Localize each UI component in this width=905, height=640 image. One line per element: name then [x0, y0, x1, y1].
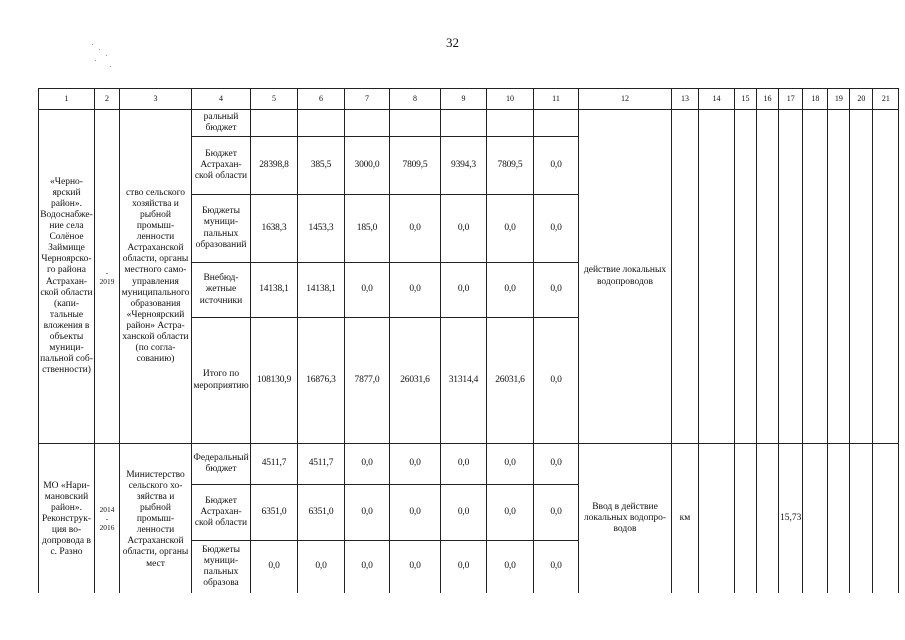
amount-cell: 0,0 [345, 541, 390, 593]
empty-cell [699, 444, 735, 593]
amount-cell: 28398,8 [251, 137, 298, 195]
scan-speck [92, 44, 93, 45]
amount-cell [441, 110, 487, 137]
empty-cell [779, 110, 803, 444]
amount-cell: 0,0 [487, 263, 534, 318]
column-number: 8 [390, 89, 441, 110]
funding-source: Внебюджетные источники [192, 263, 251, 318]
unit-cell: км [672, 444, 699, 593]
amount-cell: 0,0 [441, 444, 487, 485]
amount-cell: 0,0 [534, 195, 579, 263]
empty-cell [850, 444, 873, 593]
amount-cell: 0,0 [487, 485, 534, 541]
amount-cell: 0,0 [534, 485, 579, 541]
column-number: 3 [120, 89, 192, 110]
amount-cell: 185,0 [345, 195, 390, 263]
funding-source: ральный бюджет [192, 110, 251, 137]
funding-source: Бюджет Астраханской области [192, 485, 251, 541]
amount-cell: 14138,1 [251, 263, 298, 318]
project-name-cell: «Черноярский район». Водоснабжение села Солёное Займище Черноярского района Астраханской области (капитальные вложения в объекты муниципальной собственности) [39, 110, 95, 444]
amount-cell: 0,0 [390, 263, 441, 318]
amount-cell: 385,5 [298, 137, 345, 195]
amount-cell: 6351,0 [251, 485, 298, 541]
period-end: 2016 [99, 522, 115, 532]
empty-cell [757, 110, 779, 444]
amount-cell: 0,0 [390, 485, 441, 541]
funding-source: Федеральный бюджет [192, 444, 251, 485]
amount-cell: 31314,4 [441, 318, 487, 444]
empty-cell [803, 444, 828, 593]
executor-cell: Министерство сельского хозяйства и рыбной промышленности Астраханской области, органы мест [120, 444, 192, 593]
amount-cell: 3000,0 [345, 137, 390, 195]
period-start: 2014 [99, 504, 115, 514]
amount-cell: 4511,7 [298, 444, 345, 485]
amount-cell: 16876,3 [298, 318, 345, 444]
funding-source: Бюджеты муниципальных образований [192, 195, 251, 263]
funding-source: Бюджет Астраханской области [192, 137, 251, 195]
period-end: 2019 [99, 276, 115, 286]
column-number: 13 [672, 89, 699, 110]
column-number-row [39, 89, 899, 110]
empty-cell [735, 110, 757, 444]
amount-cell: 0,0 [390, 541, 441, 593]
period-dash: - [105, 267, 109, 277]
amount-cell: 6351,0 [298, 485, 345, 541]
project-name-cell: МО «Наримановский район». Реконструкция водопровода в с. Разно [39, 444, 95, 593]
empty-cell [828, 444, 850, 593]
empty-cell [735, 444, 757, 593]
amount-cell: 0,0 [345, 485, 390, 541]
period-cell [95, 110, 120, 444]
column-number: 2 [95, 89, 120, 110]
result-indicator-cell: Ввод в действие локальных водопроводов [579, 444, 672, 593]
table-row [39, 110, 899, 137]
amount-cell: 0,0 [534, 137, 579, 195]
column-number: 21 [873, 89, 899, 110]
amount-cell: 7877,0 [345, 318, 390, 444]
amount-cell: 4511,7 [251, 444, 298, 485]
amount-cell: 0,0 [441, 485, 487, 541]
column-number: 11 [534, 89, 579, 110]
column-number: 20 [850, 89, 873, 110]
amount-cell: 0,0 [441, 541, 487, 593]
column-number: 17 [779, 89, 803, 110]
amount-cell: 26031,6 [390, 318, 441, 444]
scan-speck [106, 55, 107, 56]
column-number: 15 [735, 89, 757, 110]
amount-cell: 0,0 [534, 263, 579, 318]
column-number: 18 [803, 89, 828, 110]
empty-cell [803, 110, 828, 444]
empty-cell [873, 444, 899, 593]
empty-cell [672, 110, 699, 444]
column-number: 9 [441, 89, 487, 110]
amount-cell [345, 110, 390, 137]
amount-cell: 0,0 [534, 444, 579, 485]
amount-cell: 14138,1 [298, 263, 345, 318]
scan-speck [95, 60, 96, 61]
amount-cell [534, 110, 579, 137]
amount-cell: 0,0 [534, 318, 579, 444]
amount-cell: 0,0 [345, 444, 390, 485]
amount-cell: 26031,6 [487, 318, 534, 444]
empty-cell [873, 110, 899, 444]
funding-source-total: Итого по мероприятию [192, 318, 251, 444]
column-number: 10 [487, 89, 534, 110]
amount-cell: 0,0 [441, 195, 487, 263]
scan-speck [99, 49, 100, 50]
amount-cell: 9394,3 [441, 137, 487, 195]
period-dash: - [105, 513, 109, 523]
result-indicator-cell: действие локальных водопроводов [579, 110, 672, 444]
column-number: 1 [39, 89, 95, 110]
column-number: 6 [298, 89, 345, 110]
column-number: 12 [579, 89, 672, 110]
amount-cell: 0,0 [298, 541, 345, 593]
amount-cell: 1638,3 [251, 195, 298, 263]
amount-cell: 7809,5 [390, 137, 441, 195]
amount-cell: 0,0 [390, 444, 441, 485]
column-number: 7 [345, 89, 390, 110]
column-number: 19 [828, 89, 850, 110]
amount-cell [487, 110, 534, 137]
table-row [39, 444, 899, 485]
amount-cell: 0,0 [487, 195, 534, 263]
empty-cell [828, 110, 850, 444]
amount-cell: 108130,9 [251, 318, 298, 444]
scan-speck [110, 66, 111, 67]
period-cell [95, 444, 120, 593]
amount-cell: 0,0 [487, 541, 534, 593]
empty-cell [757, 444, 779, 593]
funding-source: Бюджеты муниципальных образова [192, 541, 251, 593]
amount-cell: 0,0 [534, 541, 579, 593]
amount-cell: 0,0 [345, 263, 390, 318]
amount-cell: 0,0 [251, 541, 298, 593]
column-number: 14 [699, 89, 735, 110]
amount-cell: 1453,3 [298, 195, 345, 263]
executor-cell: ство сельского хозяйства и рыбной промышленности Астраханской области, органы местного самоуправления муниципального образования «Черноярский район» Астраханской области (по согласованию) [120, 110, 192, 444]
amount-cell [298, 110, 345, 137]
amount-cell: 0,0 [390, 195, 441, 263]
empty-cell [699, 110, 735, 444]
amount-cell [251, 110, 298, 137]
amount-cell: 0,0 [441, 263, 487, 318]
page-number: 32 [446, 35, 459, 50]
indicator-value-cell: 15,73 [779, 444, 803, 593]
amount-cell [390, 110, 441, 137]
budget-table [38, 88, 899, 593]
amount-cell: 7809,5 [487, 137, 534, 195]
column-number: 4 [192, 89, 251, 110]
column-number: 5 [251, 89, 298, 110]
empty-cell [850, 110, 873, 444]
amount-cell: 0,0 [487, 444, 534, 485]
column-number: 16 [757, 89, 779, 110]
